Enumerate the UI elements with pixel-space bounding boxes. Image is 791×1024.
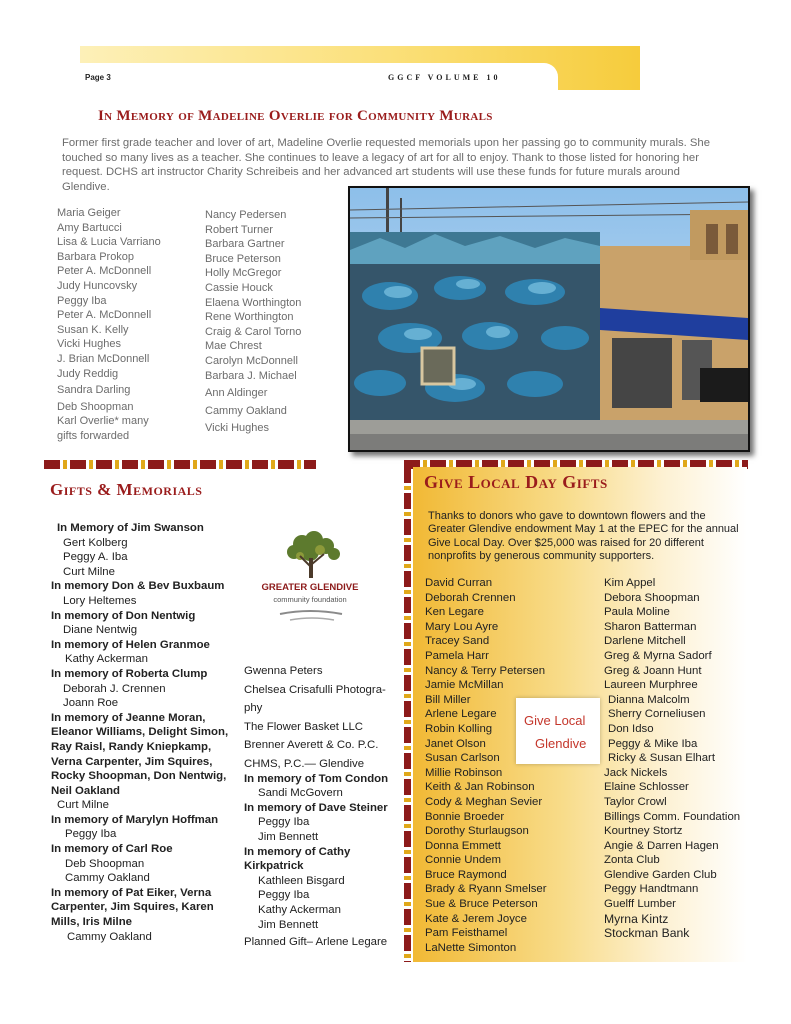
list-item: Vicki Hughes xyxy=(205,422,269,435)
list-item: Barbara Prokop xyxy=(57,250,135,263)
list-item: Donna Emmett xyxy=(425,839,501,852)
list-heading: Ray Raisl, Randy Kniepkamp, xyxy=(51,740,212,753)
list-item: Sharon Batterman xyxy=(604,620,697,633)
list-item: Zonta Club xyxy=(604,854,660,867)
list-item: Kathleen Bisgard xyxy=(258,874,345,887)
list-item: Curt Milne xyxy=(57,799,109,812)
list-heading: Carpenter, Jim Squires, Karen xyxy=(51,901,214,914)
list-item: Deborah Crennen xyxy=(425,591,516,604)
list-heading: Rocky Shoopman, Don Nentwig, xyxy=(51,770,227,783)
list-item: Peggy & Mike Iba xyxy=(608,737,698,750)
list-item: Mae Chrest xyxy=(205,340,262,353)
list-item: Robert Turner xyxy=(205,223,273,236)
page-number: Page 3 xyxy=(85,73,111,82)
list-item: Taylor Crowl xyxy=(604,795,667,808)
list-item: Joann Roe xyxy=(63,697,119,710)
list-item: Dianna Malcolm xyxy=(608,693,690,706)
list-item: Stockman Bank xyxy=(604,926,690,941)
list-item: Chelsea Crisafulli Photogra- xyxy=(244,683,386,696)
logo-line2: community foundation xyxy=(273,595,347,604)
list-item: Ricky & Susan Elhart xyxy=(608,752,715,765)
list-item: Nancy Pedersen xyxy=(205,209,287,221)
memory-names-col1 xyxy=(57,206,161,444)
list-item: Elaena Worthington xyxy=(205,296,302,309)
mural-illustration xyxy=(350,188,748,450)
list-heading: In memory of Marylyn Hoffman xyxy=(51,813,219,826)
list-item: Guelff Lumber xyxy=(604,898,676,911)
list-item: Jim Bennett xyxy=(258,830,319,843)
list-item: Cammy Oakland xyxy=(67,930,152,943)
list-item: Planned Gift– Arlene Legare xyxy=(244,936,388,949)
list-item: Sandi McGovern xyxy=(258,787,343,800)
list-item: Greg & Myrna Sadorf xyxy=(604,649,712,662)
list-item: gifts forwarded xyxy=(57,429,130,442)
tree-icon xyxy=(250,528,370,628)
list-item: Cody & Meghan Sevier xyxy=(425,795,543,808)
list-item: Jim Bennett xyxy=(258,918,319,931)
give-local-col1 xyxy=(425,576,547,955)
memory-intro: Former first grade teacher and lover of art, Madeline Overlie requested memorials upon her passing go to community murals. She touched so many lives as a teacher. She continues to leave a legacy of art for all to enjoy. Thank to those listed for honoring her request. DCHS art instructor Charity Schreibeis and her advanced art students will use these funds for future murals around Glendive. xyxy=(62,137,710,193)
list-item: Kim Appel xyxy=(604,577,656,589)
list-item: Judy Huncovsky xyxy=(57,279,138,292)
list-item: Pam Feisthamel xyxy=(425,927,508,940)
list-item: Peggy Iba xyxy=(258,816,310,829)
list-heading: In memory of Pat Eiker, Verna xyxy=(51,886,212,899)
list-item: Sue & Bruce Peterson xyxy=(425,898,538,911)
gifts-title: Gifts & Memorials xyxy=(50,480,203,499)
list-item: Deb Shoopman xyxy=(57,400,134,413)
list-item: Connie Undem xyxy=(425,854,501,867)
list-item: Peter A. McDonnell xyxy=(57,265,152,278)
list-item: Darlene Mitchell xyxy=(604,635,686,648)
list-heading: Eleanor Williams, Delight Simon, xyxy=(51,726,229,739)
divider-vertical xyxy=(404,467,411,962)
list-heading: Neil Oakland xyxy=(51,784,121,797)
list-item: Peggy A. Iba xyxy=(63,551,128,564)
greater-glendive-logo xyxy=(250,528,370,628)
list-heading: In memory Don & Bev Buxbaum xyxy=(51,580,225,593)
list-item: Peggy Iba xyxy=(258,889,310,902)
list-item: Brenner Averett & Co. P.C. xyxy=(244,739,379,752)
list-heading: In memory of Helen Granmoe xyxy=(51,638,210,651)
gifts-col2 xyxy=(244,664,388,950)
list-item: Myrna Kintz xyxy=(604,911,669,926)
list-item: Kathy Ackerman xyxy=(258,903,341,916)
list-item: Brady & Ryann Smelser xyxy=(425,883,547,896)
list-item: Paula Moline xyxy=(604,606,670,619)
list-item: Barbara J. Michael xyxy=(205,369,297,382)
list-item: Elaine Schlosser xyxy=(604,781,689,794)
list-heading: Kirkpatrick xyxy=(244,860,304,873)
list-item: Dorothy Sturlaugson xyxy=(425,825,529,838)
list-item: Lory Heltemes xyxy=(63,594,137,607)
memory-title: In Memory of Madeline Overlie for Community Murals xyxy=(98,108,493,124)
list-item: Susan Carlson xyxy=(425,752,500,765)
list-item: LaNette Simonton xyxy=(425,941,517,954)
list-item: Lisa & Lucia Varriano xyxy=(57,236,161,249)
list-item: Keith & Jan Robinson xyxy=(425,781,535,794)
give-local-badge-line1: Give Local xyxy=(524,713,586,728)
give-local-title: Give Local Day Gifts xyxy=(424,472,608,492)
list-item: Jamie McMillan xyxy=(425,679,504,692)
list-item: Holly McGregor xyxy=(205,267,282,280)
list-item: Mary Lou Ayre xyxy=(425,620,499,633)
list-heading: In memory of Dave Steiner xyxy=(244,801,388,814)
gifts-col1 xyxy=(51,521,228,944)
list-item: Don Idso xyxy=(608,722,654,735)
list-item: phy xyxy=(244,702,263,715)
list-item: Craig & Carol Torno xyxy=(205,325,302,338)
list-item: Bruce Peterson xyxy=(205,252,281,265)
list-item: Carolyn McDonnell xyxy=(205,354,298,367)
give-local-badge-line2: Glendive xyxy=(535,736,587,751)
list-item: Rene Worthington xyxy=(205,311,294,324)
list-item: Nancy & Terry Petersen xyxy=(425,664,546,677)
list-item: Kathy Ackerman xyxy=(65,653,148,666)
list-heading: In memory of Don Nentwig xyxy=(51,609,196,622)
list-item: Deb Shoopman xyxy=(65,857,145,870)
list-item: Angie & Darren Hagen xyxy=(604,839,719,852)
list-item: Glendive Garden Club xyxy=(604,868,717,881)
list-item: Jack Nickels xyxy=(604,766,668,779)
list-item: Robin Kolling xyxy=(425,722,493,735)
list-heading: In memory of Tom Condon xyxy=(244,772,389,785)
list-item: Tracey Sand xyxy=(425,635,490,648)
list-item: Deborah J. Crennen xyxy=(63,682,166,695)
list-item: Cassie Houck xyxy=(205,281,273,294)
memory-names-col2 xyxy=(205,208,301,436)
list-item: David Curran xyxy=(425,577,493,589)
list-item: Vicki Hughes xyxy=(57,338,121,351)
mural-photo xyxy=(348,186,750,452)
list-item: Curt Milne xyxy=(63,565,115,578)
list-item: CHMS, P.C.— Glendive xyxy=(244,757,365,770)
list-item: Gwenna Peters xyxy=(244,665,323,677)
list-item: Arlene Legare xyxy=(425,708,497,721)
list-item: Bruce Raymond xyxy=(425,868,507,881)
list-item: Millie Robinson xyxy=(425,766,503,779)
list-item: Karl Overlie* many xyxy=(57,415,149,428)
list-item: Cammy Oakland xyxy=(205,404,287,417)
list-item: Bill Miller xyxy=(425,693,471,706)
list-item: Peggy Handtmann xyxy=(604,883,699,896)
list-item: Maria Geiger xyxy=(57,207,121,219)
give-local-badge xyxy=(516,698,600,764)
list-heading: In memory of Cathy xyxy=(244,845,351,858)
list-item: Ken Legare xyxy=(425,606,484,619)
list-item: Barbara Gartner xyxy=(205,238,285,251)
logo-line1: GREATER GLENDIVE xyxy=(261,582,359,593)
list-item: Pamela Harr xyxy=(425,649,489,662)
divider-left xyxy=(44,460,316,469)
list-item: Janet Olson xyxy=(425,737,486,750)
list-item: J. Brian McDonnell xyxy=(57,352,150,365)
list-item: Susan K. Kelly xyxy=(57,323,129,336)
list-heading: In memory of Carl Roe xyxy=(51,843,173,856)
list-heading: In memory of Roberta Clump xyxy=(51,667,208,680)
list-item: Peter A. McDonnell xyxy=(57,309,152,322)
list-heading: Verna Carpenter, Jim Squires, xyxy=(51,755,213,768)
list-item: Gert Kolberg xyxy=(63,536,128,549)
newsletter-volume: GGCF VOLUME 10 xyxy=(388,73,501,82)
list-item: Bonnie Broeder xyxy=(425,810,505,823)
list-item: Laureen Murphree xyxy=(604,679,698,692)
list-item: Peggy Iba xyxy=(65,828,117,841)
list-item: Diane Nentwig xyxy=(63,624,138,637)
list-item: Judy Reddig xyxy=(57,367,119,380)
give-local-intro: Thanks to donors who gave to downtown flowers and the Greater Glendive endowment May 1 at the EPEC for the annual Give Local Day. Over $25,000 was raised for 20 different nonprofits by generous community supporters. xyxy=(428,510,739,563)
list-item: Sandra Darling xyxy=(57,384,131,397)
list-item: Kate & Jerem Joyce xyxy=(425,912,527,925)
list-item: Billings Comm. Foundation xyxy=(604,810,741,823)
list-item: Peggy Iba xyxy=(57,294,107,307)
list-item: Cammy Oakland xyxy=(65,872,150,885)
list-heading: Mills, Iris Milne xyxy=(51,916,133,929)
list-heading: In memory of Jeanne Moran, xyxy=(51,711,206,724)
give-local-col2 xyxy=(604,576,740,941)
list-heading: In Memory of Jim Swanson xyxy=(57,522,204,534)
list-item: Amy Bartucci xyxy=(57,221,122,234)
list-item: The Flower Basket LLC xyxy=(244,720,364,733)
list-item: Greg & Joann Hunt xyxy=(604,664,702,677)
list-item: Debora Shoopman xyxy=(604,591,700,604)
list-item: Kourtney Stortz xyxy=(604,825,683,838)
list-item: Sherry Corneliusen xyxy=(608,708,706,721)
list-item: Ann Aldinger xyxy=(205,387,268,400)
